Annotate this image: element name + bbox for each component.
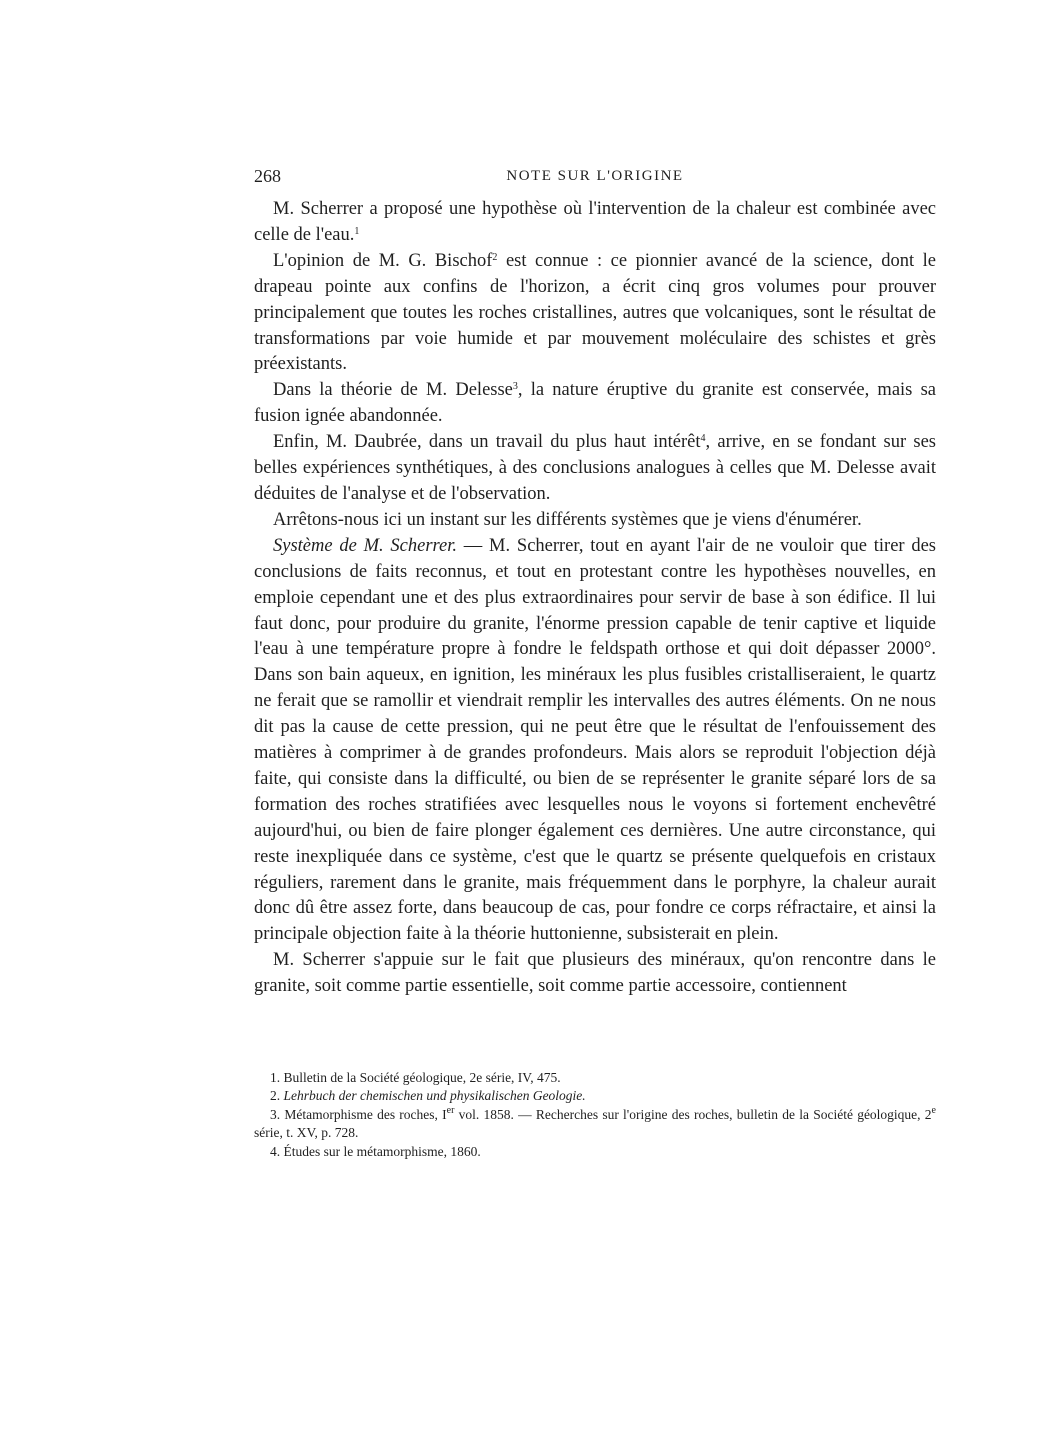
running-title: NOTE SUR L'ORIGINE bbox=[506, 168, 684, 184]
footnote-ref: 3 bbox=[512, 381, 518, 393]
body-text bbox=[254, 197, 936, 1000]
section-heading-italic: Système de M. Scherrer. bbox=[273, 535, 458, 556]
footnotes bbox=[254, 1069, 936, 1161]
paragraph-text: L'opinion de M. G. Bischof bbox=[273, 250, 493, 271]
footnote-number: 2. bbox=[270, 1088, 281, 1104]
footnote-number: 3. bbox=[270, 1106, 281, 1122]
footnote bbox=[254, 1143, 936, 1161]
paragraph-text: M. Scherrer s'appuie sur le fait que plusieurs des minéraux, qu'on rencontre dans le granite, soit comme partie essentielle, soit comme partie accessoire, contiennent bbox=[254, 950, 936, 997]
paragraph-text: est connue : ce pionnier avancé de la science, dont le drapeau pointe aux confins de l'horizon, a écrit cinq gros volumes pour prouver principalement que toutes les roches cristallines, autres que volcaniques, sont le résultat de transformations par voie humide et par mouvement moléculaire des schistes et grès préexistants. bbox=[254, 250, 936, 375]
paragraph-text: Enfin, M. Daubrée, dans un travail du plus haut intérêt bbox=[273, 432, 701, 453]
page-number: 268 bbox=[254, 166, 281, 186]
paragraph bbox=[254, 508, 936, 534]
footnote-text: vol. 1858. — Recherches sur l'origine des roches, bulletin de la Société géologique, 2 bbox=[454, 1106, 932, 1122]
footnote-text: série, t. XV, p. 728. bbox=[254, 1125, 359, 1141]
paragraph bbox=[254, 249, 936, 379]
footnote bbox=[254, 1069, 936, 1087]
footnote-text: Bulletin de la Société géologique, 2e série, IV, 475. bbox=[283, 1070, 561, 1085]
paragraph-text: — M. Scherrer, tout en ayant l'air de ne vouloir que tirer des conclusions de faits reconnus, et tout en protestant contre les hypothèses nouvelles, en emploie cependant une et des plus extraordinaires pour servir de base à son édifice. Il lui faut donc, pour produire du granite, l'énorme pression capable de tenir captive et liquide l'eau à une température propre à fondre le feldspath orthose et qui doit dépasser 2000°. Dans son bain aqueux, en ignition, les minéraux les plus fusibles cristalliseraient, le quartz ne ferait que se ramollir et viendrait remplir les intervalles des autres éléments. On ne nous dit pas la cause de cette pression, qui ne peut être que le résultat de l'enfouissement des matières à comprimer à de grandes profondeurs. Mais alors se reproduit l'objection déjà faite, qui consiste dans la difficulté, ou bien de se représenter le granite séparé lors de sa formation des roches stratifiées avec lesquelles nous le voyons si fortement enchevêtré aujourd'hui, ou bien de faire plonger également ces dernières. Une autre circonstance, qui reste inexpliquée dans ce système, c'est que le quartz se présente quelquefois en cristaux réguliers, rarement dans le granite, mais fréquemment dans le porphyre, la chaleur aurait donc dû être assez forte, dans beaucoup de cas, pour fondre ce corps réfractaire, et ainsi la principale objection faite à la théorie huttonienne, subsisterait en plein. bbox=[254, 535, 936, 945]
footnote-ref: 2 bbox=[492, 251, 498, 263]
paragraph bbox=[254, 378, 936, 430]
paragraph-text: , la nature éruptive du granite est conservée, mais sa fusion ignée abandonnée. bbox=[254, 380, 936, 427]
footnote-number: 4. bbox=[270, 1143, 281, 1159]
paragraph-text: , arrive, en se fondant sur ses belles expériences synthétiques, à des conclusions analogues à celles que M. Delesse avait déduites de l'analyse et de l'observation. bbox=[254, 432, 936, 504]
footnote-ref: 4 bbox=[700, 433, 706, 445]
footnote-text: Études sur le métamorphisme, 1860. bbox=[283, 1143, 481, 1159]
paragraph-text: Arrêtons-nous ici un instant sur les différents systèmes que je viens d'énumérer. bbox=[273, 509, 862, 530]
footnote-number: 1. bbox=[270, 1070, 281, 1085]
page-header bbox=[254, 166, 936, 190]
paragraph bbox=[254, 534, 936, 949]
footnote-text: Métamorphisme des roches, I bbox=[284, 1106, 447, 1122]
footnote-text: Lehrbuch der chemischen und physikalischen Geologie. bbox=[283, 1088, 586, 1104]
paragraph-text: Dans la théorie de M. Delesse bbox=[273, 380, 513, 401]
paragraph bbox=[254, 430, 936, 508]
paragraph-text: M. Scherrer a proposé une hypothèse où l'intervention de la chaleur est combinée avec celle de l'eau. bbox=[254, 199, 936, 245]
footnote-sup: er bbox=[446, 1104, 455, 1116]
paragraph bbox=[254, 197, 936, 249]
footnote bbox=[254, 1106, 936, 1143]
footnote-sup: e bbox=[931, 1104, 936, 1116]
footnote bbox=[254, 1087, 936, 1105]
footnote-ref: 1 bbox=[354, 225, 360, 237]
paragraph bbox=[254, 948, 936, 1000]
